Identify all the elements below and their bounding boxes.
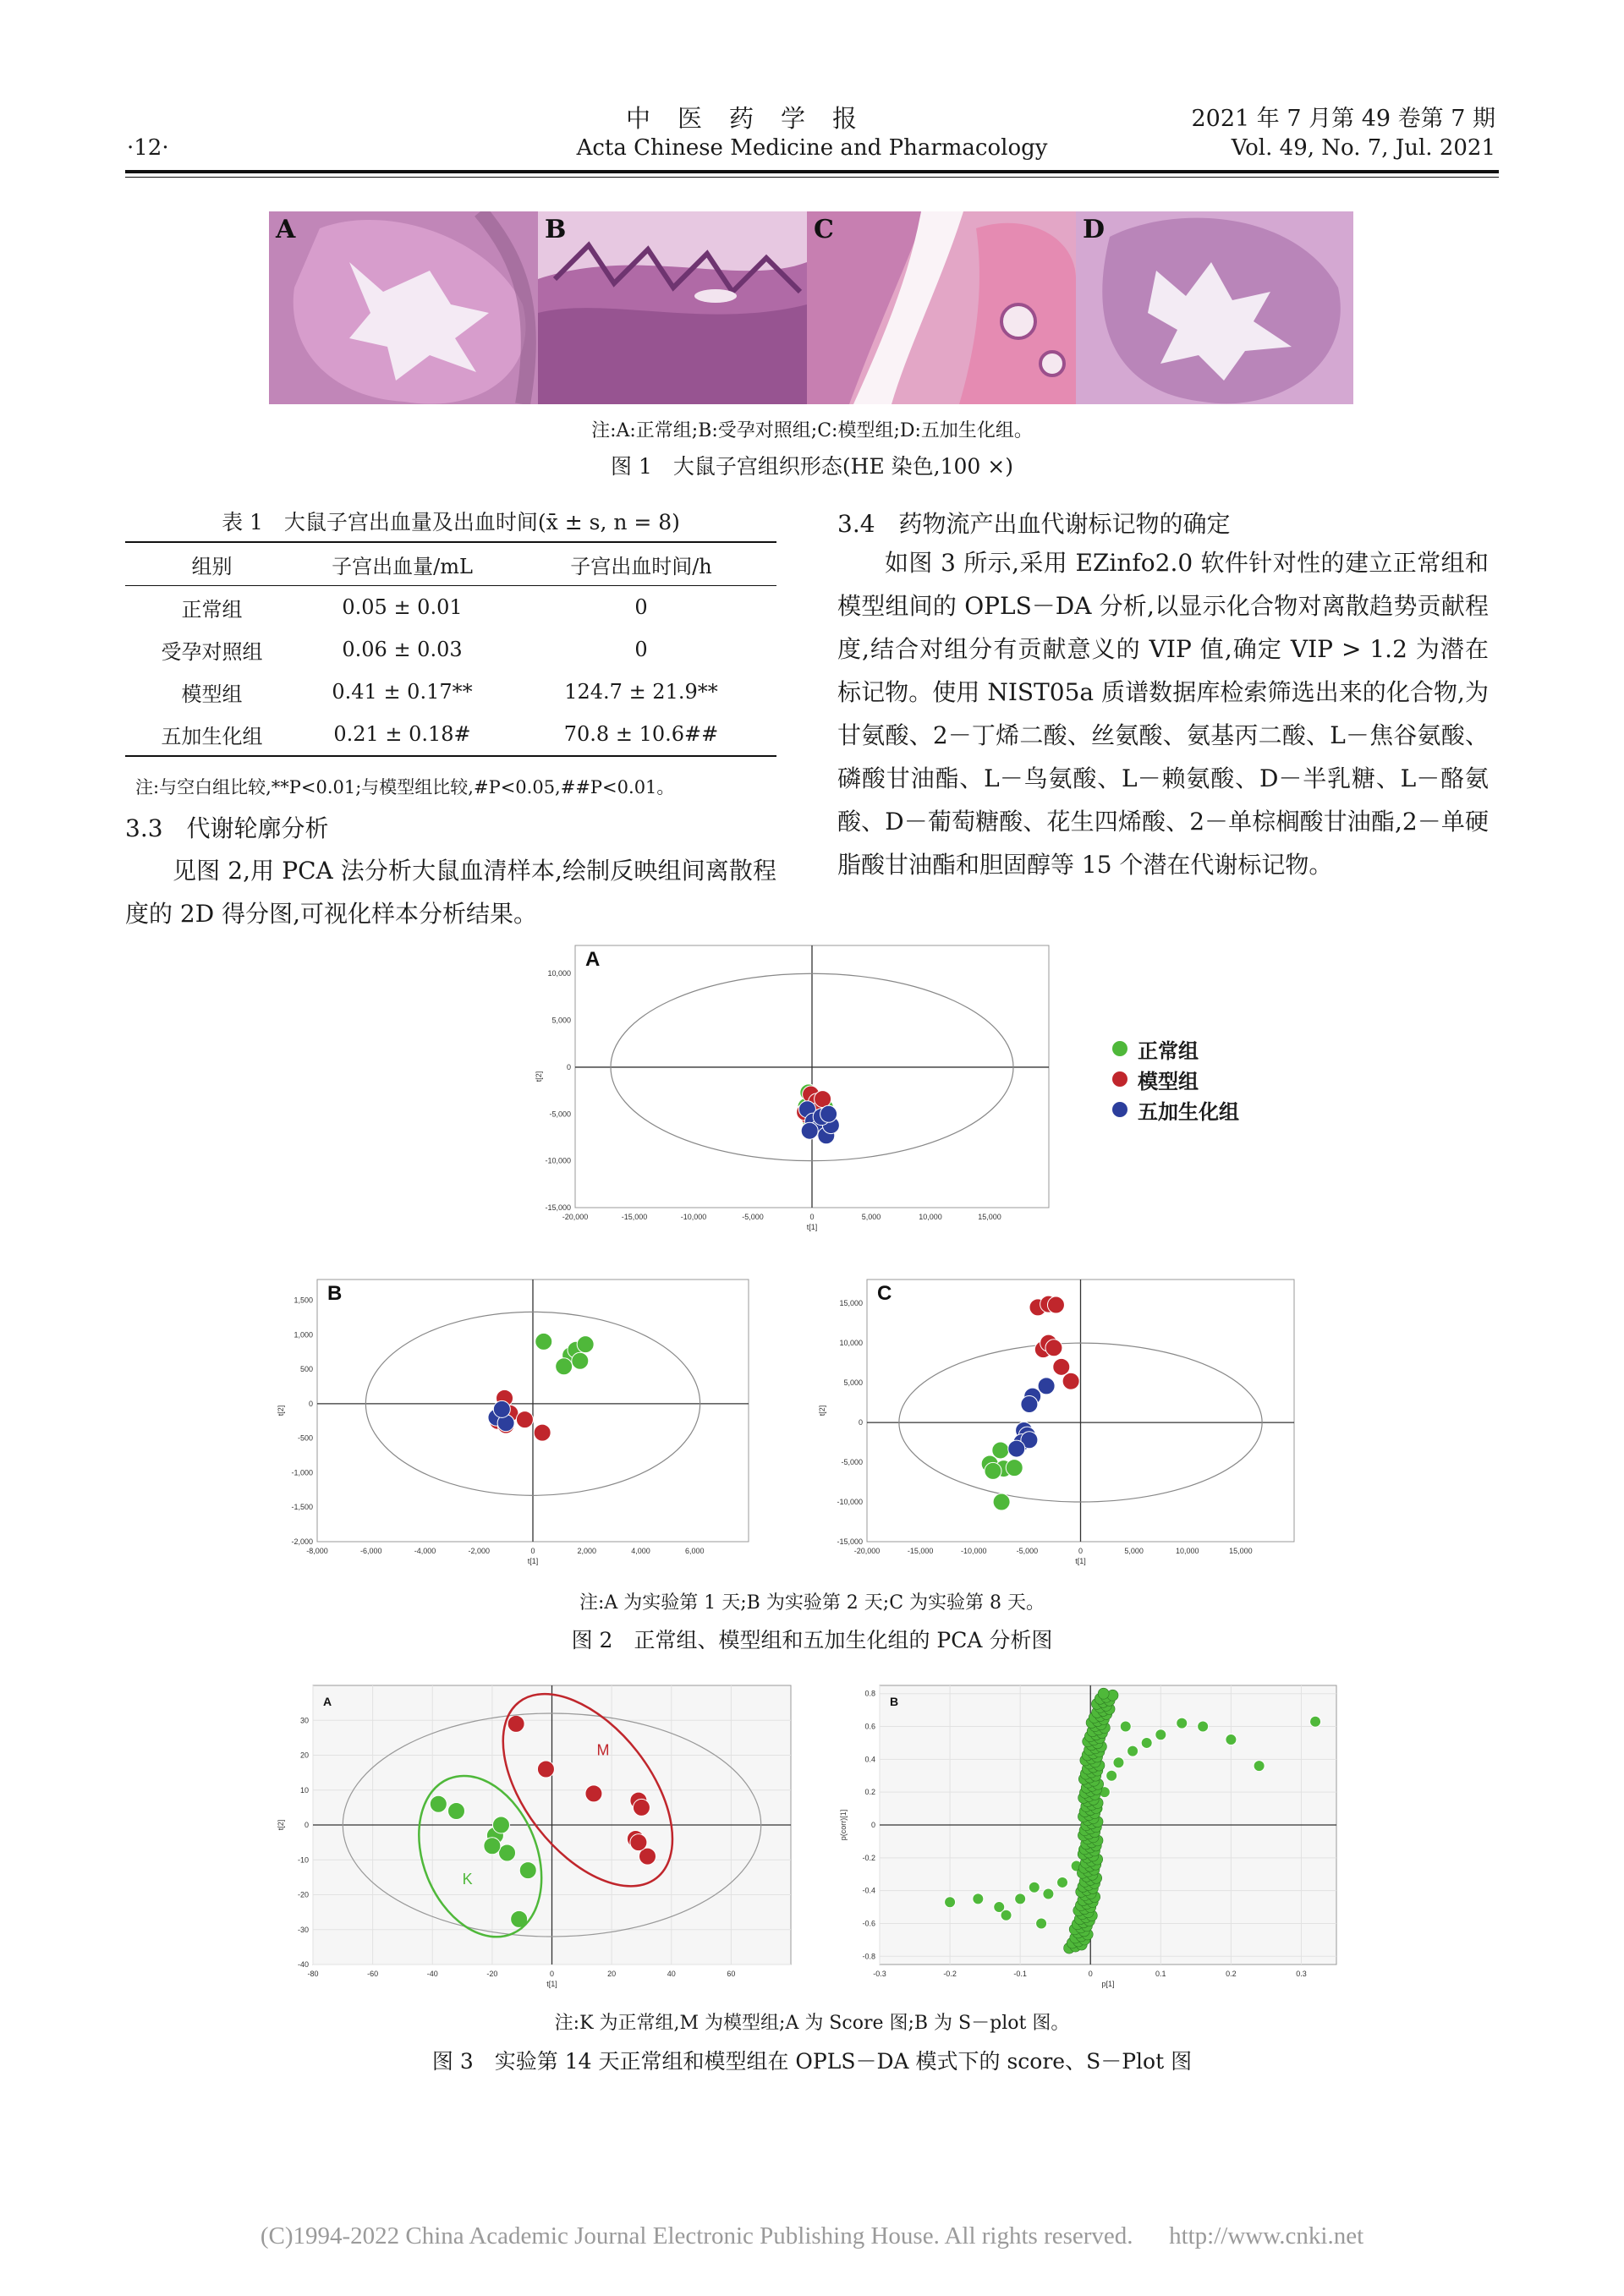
figure2-title: 图 2 正常组、模型组和五加生化组的 PCA 分析图: [571, 1628, 1053, 1652]
data-point: [1155, 1729, 1166, 1740]
y-tick-label: 0.8: [864, 1689, 875, 1698]
y-tick-label: 0: [870, 1821, 875, 1829]
x-axis-label: t[1]: [546, 1980, 557, 1988]
table-cell: 70.8 ± 10.6##: [563, 722, 719, 746]
x-tick-label: 0.2: [1226, 1970, 1237, 1978]
y-tick-label: -5,000: [549, 1110, 571, 1119]
y-tick-label: 10: [299, 1785, 309, 1795]
y-tick-label: 10,000: [547, 969, 571, 978]
data-point: [448, 1803, 465, 1820]
x-tick-label: -20,000: [562, 1213, 589, 1221]
y-tick-label: 20: [299, 1751, 309, 1760]
data-point: [1120, 1721, 1131, 1732]
fig2-plot-b: [275, 1273, 757, 1577]
y-tick-label: 15,000: [839, 1299, 863, 1308]
table-row: [125, 628, 776, 671]
section-3-4-body: [837, 541, 1489, 886]
journal-title-cn: 中医药学报: [626, 104, 885, 133]
data-point: [633, 1799, 650, 1816]
y-tick-label: -15,000: [545, 1203, 571, 1212]
x-tick-label: -15,000: [621, 1213, 648, 1221]
x-tick-label: -6,000: [359, 1547, 382, 1555]
x-tick-label: 5,000: [861, 1213, 881, 1221]
data-point: [499, 1844, 516, 1861]
legend-marker-icon: [1112, 1041, 1127, 1056]
section-heading-3-3: 3.3 代谢轮廓分析: [125, 814, 329, 842]
x-tick-label: -40: [426, 1970, 438, 1978]
data-point: [985, 1462, 1001, 1479]
data-point: [577, 1336, 594, 1353]
data-point: [430, 1795, 447, 1812]
table-cell: 受孕对照组: [161, 639, 263, 664]
y-tick-label: -500: [297, 1433, 313, 1443]
panel-label: A: [276, 215, 296, 244]
data-point: [1006, 1460, 1023, 1477]
data-point: [945, 1897, 956, 1908]
panel-label: D: [1083, 215, 1106, 244]
x-tick-label: -5,000: [742, 1213, 764, 1221]
y-tick-label: -0.4: [862, 1886, 875, 1895]
table-row: [125, 586, 776, 629]
table-cell: 124.7 ± 21.9**: [564, 680, 718, 704]
legend-label: 五加生化组: [1138, 1099, 1239, 1124]
data-point: [1226, 1734, 1237, 1745]
x-tick-label: 0.1: [1155, 1970, 1166, 1978]
table-cell: 五加生化组: [161, 724, 263, 748]
x-tick-label: -0.3: [873, 1970, 886, 1978]
table-cell: 0: [634, 638, 648, 661]
histology-panel-b: [538, 211, 807, 404]
table-cell: 0: [634, 595, 648, 619]
x-tick-label: -10,000: [960, 1547, 987, 1555]
data-point: [1036, 1918, 1047, 1929]
histology-panel-c: [807, 211, 1076, 404]
y-tick-label: -40: [297, 1960, 309, 1969]
data-point: [1113, 1757, 1124, 1768]
section-3-3-body: [125, 849, 776, 935]
x-axis-label: t[1]: [527, 1557, 539, 1565]
x-tick-label: 0: [809, 1213, 815, 1221]
data-point: [1127, 1745, 1138, 1756]
y-tick-label: 5,000: [551, 1016, 571, 1025]
data-point: [493, 1400, 510, 1417]
data-point: [820, 1105, 837, 1122]
panel-label: C: [814, 215, 834, 244]
x-tick-label: 15,000: [978, 1213, 1001, 1221]
data-point: [1254, 1761, 1265, 1772]
data-point: [1001, 1910, 1012, 1921]
table-cell: 正常组: [181, 597, 243, 622]
table-cell: 0.21 ± 0.18#: [333, 722, 471, 746]
x-tick-label: -0.1: [1013, 1970, 1027, 1978]
y-axis-label: t[2]: [535, 1071, 543, 1082]
x-tick-label: -20,000: [853, 1547, 881, 1555]
figure1-title: 图 1 大鼠子宫组织形态(HE 染色,100 ×): [611, 454, 1013, 479]
page-number: ·12·: [127, 135, 169, 161]
y-tick-label: -5,000: [841, 1458, 863, 1467]
data-point: [484, 1838, 501, 1855]
legend-label: 正常组: [1138, 1038, 1199, 1063]
x-tick-label: -60: [367, 1970, 379, 1978]
x-axis-label: t[1]: [1075, 1557, 1086, 1565]
issue-cn: 2021 年 7 月第 49 卷第 7 期: [1191, 106, 1495, 132]
x-tick-label: -5,000: [1016, 1547, 1039, 1555]
data-point: [973, 1893, 984, 1904]
panel-label: A: [323, 1695, 332, 1708]
table-header: 子宫出血时间/h: [570, 554, 712, 578]
x-tick-label: 10,000: [919, 1213, 942, 1221]
data-point: [1310, 1716, 1321, 1727]
data-point: [1015, 1893, 1026, 1904]
legend-label: 模型组: [1138, 1069, 1199, 1093]
data-point: [1008, 1440, 1025, 1457]
x-axis-label: p[1]: [1101, 1980, 1115, 1988]
data-point: [993, 1493, 1010, 1510]
table-cell: 0.05 ± 0.01: [342, 595, 463, 619]
data-point: [572, 1352, 589, 1369]
legend-item: [1112, 1033, 1239, 1064]
y-tick-label: -30: [297, 1925, 309, 1934]
x-tick-label: -10,000: [680, 1213, 707, 1221]
paragraph: 见图 2,用 PCA 法分析大鼠血清样本,绘制反映组间离散程度的 2D 得分图,可视化样本分析结果。: [125, 857, 776, 928]
table-cell: 模型组: [181, 682, 243, 706]
x-tick-label: 15,000: [1229, 1547, 1253, 1555]
header-rule-thin: [125, 177, 1499, 178]
y-tick-label: -20: [297, 1890, 309, 1899]
y-tick-label: -0.2: [862, 1853, 875, 1862]
x-axis-label: t[1]: [806, 1223, 818, 1231]
figure3-note: 注:K 为正常组,M 为模型组;A 为 Score 图;B 为 S－plot 图。: [554, 2013, 1070, 2034]
table-row: [125, 713, 776, 756]
table-cell: 0.06 ± 0.03: [342, 638, 463, 661]
x-tick-label: -15,000: [907, 1547, 934, 1555]
x-tick-label: 0.3: [1296, 1970, 1307, 1978]
group-label: M: [596, 1741, 610, 1759]
y-tick-label: 500: [299, 1365, 313, 1374]
data-point: [1045, 1340, 1062, 1356]
data-point: [1098, 1688, 1109, 1699]
y-tick-label: 10,000: [839, 1339, 863, 1348]
data-point: [1198, 1721, 1209, 1732]
x-tick-label: 5,000: [1124, 1547, 1144, 1555]
x-tick-label: -20: [486, 1970, 498, 1978]
y-tick-label: -0.8: [862, 1952, 875, 1961]
y-axis-label: t[2]: [277, 1405, 285, 1417]
panel-label: C: [877, 1282, 892, 1305]
y-axis-label: t[2]: [277, 1819, 285, 1831]
legend-marker-icon: [1112, 1102, 1127, 1117]
y-tick-label: 0.2: [864, 1788, 875, 1797]
data-point: [492, 1817, 509, 1833]
section-heading-3-4: 3.4 药物流产出血代谢标记物的确定: [837, 510, 1231, 538]
data-point: [1106, 1770, 1117, 1781]
y-tick-label: 30: [299, 1716, 309, 1725]
data-point: [535, 1333, 552, 1350]
header-rule: [125, 170, 1499, 173]
data-point: [516, 1411, 533, 1428]
x-tick-label: 0: [1078, 1547, 1084, 1555]
x-tick-label: -8,000: [306, 1547, 328, 1555]
y-tick-label: -1,000: [291, 1468, 313, 1477]
y-tick-label: 0.6: [864, 1722, 875, 1731]
copyright-footer: [0, 2222, 1624, 2250]
y-tick-label: 0: [304, 1821, 309, 1829]
table-row: [125, 671, 776, 713]
fig2-plot-c: [816, 1273, 1303, 1577]
x-tick-label: -2,000: [468, 1547, 491, 1555]
data-point: [534, 1424, 551, 1441]
y-tick-label: 0: [566, 1062, 571, 1071]
histology-panel-d: [1076, 211, 1353, 404]
x-tick-label: 4,000: [631, 1547, 650, 1555]
journal-title-en: Acta Chinese Medicine and Pharmacology: [576, 135, 1048, 161]
x-tick-label: -4,000: [414, 1547, 436, 1555]
panel-label: B: [327, 1282, 343, 1305]
y-tick-label: 0.4: [864, 1755, 875, 1764]
table-header: 子宫出血量/mL: [332, 554, 473, 578]
data-point: [537, 1761, 554, 1778]
group-label: K: [462, 1871, 473, 1888]
data-point: [1141, 1737, 1152, 1748]
y-tick-label: -10,000: [545, 1156, 571, 1165]
data-point: [585, 1785, 602, 1802]
x-tick-label: 40: [667, 1970, 676, 1978]
y-tick-label: -1,500: [291, 1503, 313, 1512]
table-header: 组别: [191, 554, 233, 578]
y-tick-label: 1,500: [294, 1296, 313, 1305]
footer-url[interactable]: http://www.cnki.net: [1169, 2222, 1364, 2249]
paragraph: 如图 3 所示,采用 EZinfo2.0 软件针对性的建立正常组和模型组间的 OPLS－DA 分析,以显示化合物对离散趋势贡献程度,结合对组分有贡献意义的 VIP 值,确定 VIP > 1.2 为潜在标记物。使用 NIST05a 质谱数据库检索筛选出来的化合物,为甘氨酸、2－丁烯二酸、丝氨酸、氨基丙二酸、L－焦谷氨酸、磷酸甘油酯、L－鸟氨酸、L－赖氨酸、D－半乳糖、L－酪氨酸、D－葡萄糖酸、花生四烯酸、2－单棕榈酸甘油酯,2－单硬脂酸甘油酯和胆固醇等 15 个潜在代谢标记物。: [837, 549, 1489, 879]
fig2-legend: [1112, 1033, 1239, 1125]
figure1-note: 注:A:正常组;B:受孕对照组;C:模型组;D:五加生化组。: [591, 420, 1033, 441]
data-point: [1043, 1888, 1054, 1899]
data-point: [1029, 1882, 1040, 1893]
data-point: [1021, 1395, 1038, 1412]
y-tick-label: -10: [297, 1855, 309, 1865]
issue-en: Vol. 49, No. 7, Jul. 2021: [1231, 135, 1495, 161]
y-tick-label: 1,000: [294, 1330, 313, 1340]
figure3-title: 图 3 实验第 14 天正常组和模型组在 OPLS－DA 模式下的 score、S－Plot 图: [431, 2049, 1193, 2074]
y-tick-label: 0: [308, 1399, 313, 1408]
x-tick-label: 0: [549, 1970, 555, 1978]
x-tick-label: 2,000: [577, 1547, 597, 1555]
figure2-note: 注:A 为实验第 1 天;B 为实验第 2 天;C 为实验第 8 天。: [579, 1592, 1045, 1614]
fig3-score-plot: [275, 1679, 799, 2000]
x-tick-label: -80: [307, 1970, 319, 1978]
data-point: [1053, 1358, 1070, 1375]
fig3-s-plot: [837, 1679, 1345, 2000]
panel-label: A: [585, 948, 601, 971]
y-tick-label: -2,000: [291, 1537, 313, 1546]
legend-item: [1112, 1064, 1239, 1094]
y-tick-label: -15,000: [837, 1537, 863, 1546]
data-point: [556, 1358, 573, 1375]
data-point: [1038, 1378, 1055, 1395]
copyright-text: (C)1994-2022 China Academic Journal Electronic Publishing House. All rights reserved.: [260, 2222, 1133, 2249]
fig2-plot-a: [533, 939, 1057, 1243]
y-tick-label: -0.6: [862, 1919, 875, 1928]
data-point: [1062, 1373, 1079, 1389]
legend-item: [1112, 1094, 1239, 1125]
x-tick-label: 0: [1088, 1970, 1093, 1978]
x-tick-label: 60: [727, 1970, 736, 1978]
y-tick-label: 0: [858, 1418, 863, 1427]
data-point: [508, 1715, 524, 1732]
y-tick-label: -10,000: [837, 1498, 863, 1507]
x-tick-label: 0: [530, 1547, 535, 1555]
data-point: [815, 1091, 831, 1108]
table1-title: 表 1 大鼠子宫出血量及出血时间(x̄ ± s, n = 8): [222, 510, 680, 534]
panel-label: B: [545, 215, 567, 244]
data-point: [1047, 1296, 1064, 1313]
legend-marker-icon: [1112, 1071, 1127, 1087]
x-tick-label: 10,000: [1175, 1547, 1199, 1555]
y-tick-label: 5,000: [843, 1378, 863, 1388]
panel-label: B: [890, 1695, 899, 1708]
y-axis-label: t[2]: [818, 1405, 826, 1417]
table1: [125, 541, 776, 757]
data-point: [630, 1834, 647, 1851]
table1-note: 注:与空白组比较,**P<0.01;与模型组比较,#P<0.05,##P<0.01。: [135, 777, 675, 797]
table-cell: 0.41 ± 0.17**: [332, 680, 473, 704]
data-point: [1057, 1877, 1068, 1888]
histology-panel-a: [269, 211, 538, 404]
data-point: [992, 1442, 1009, 1459]
data-point: [1177, 1718, 1188, 1729]
x-tick-label: 6,000: [684, 1547, 705, 1555]
x-tick-label: -0.2: [943, 1970, 957, 1978]
x-tick-label: 20: [607, 1970, 617, 1978]
data-point: [519, 1862, 536, 1879]
y-axis-label: p(corr)[1]: [839, 1809, 848, 1841]
data-point: [801, 1122, 818, 1139]
